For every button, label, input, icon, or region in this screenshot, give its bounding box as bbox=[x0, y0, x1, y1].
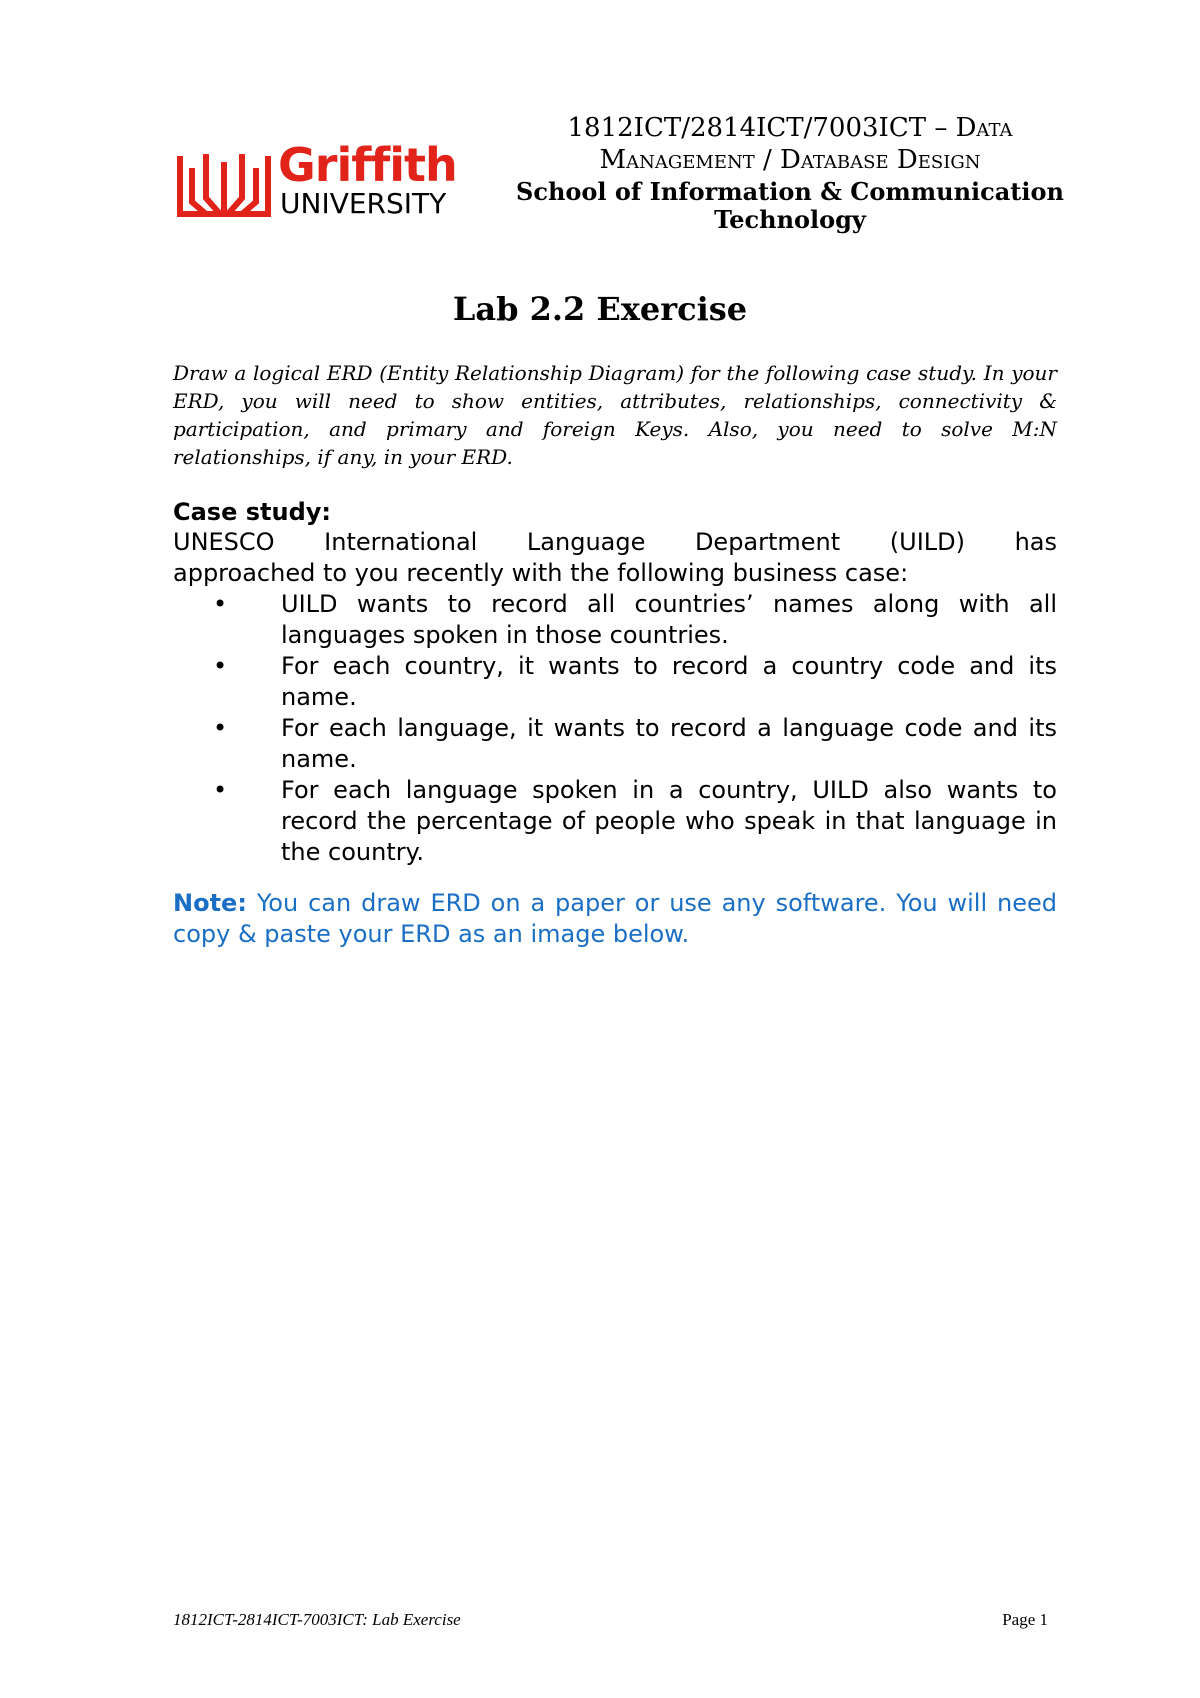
case-study-heading: Case study: bbox=[173, 498, 331, 526]
note-paragraph bbox=[173, 888, 1057, 950]
list-item-text: For each language, it wants to record a language code and its name. bbox=[281, 714, 1057, 773]
list-item bbox=[173, 713, 1057, 775]
griffith-emblem-icon bbox=[176, 148, 272, 220]
note-text: You can draw ERD on a paper or use any software. You will need copy & paste your ERD as an image below. bbox=[173, 889, 1057, 948]
main-content bbox=[173, 359, 1057, 950]
logo-name: Griffith bbox=[278, 138, 457, 192]
note-label: Note: bbox=[173, 889, 247, 917]
case-study-paragraph-line1: UNESCO International Language Department (UILD) has bbox=[173, 528, 1057, 556]
course-header bbox=[500, 112, 1080, 234]
list-item-text: UILD wants to record all countries’ names along with all languages spoken in those countries. bbox=[281, 590, 1057, 649]
course-title-line1: 1812ICT/2814ICT/7003ICT – Data bbox=[567, 113, 1013, 143]
bullet-icon: • bbox=[213, 590, 228, 618]
list-item bbox=[173, 775, 1057, 868]
list-item bbox=[173, 589, 1057, 651]
requirements-list bbox=[173, 589, 1057, 868]
logo-wordmark bbox=[278, 138, 478, 220]
footer-course-label: 1812ICT-2814ICT-7003ICT: Lab Exercise bbox=[173, 1610, 461, 1629]
case-study-paragraph-line2: approached to you recently with the following business case: bbox=[173, 559, 909, 587]
page-number: Page 1 bbox=[1002, 1610, 1048, 1629]
list-item bbox=[173, 651, 1057, 713]
griffith-logo bbox=[176, 138, 476, 220]
page-title: Lab 2.2 Exercise bbox=[452, 290, 748, 328]
bullet-icon: • bbox=[213, 652, 228, 680]
intro-instructions: Draw a logical ERD (Entity Relationship Diagram) for the following case study. In your ERD, you will need to show entities, attributes, relationships, connectivity & participation, and primary and foreign Keys. Also, you need to solve M:N relationships, if any, in your ERD. bbox=[173, 361, 1057, 469]
course-title-line2: Management / Database Design bbox=[599, 145, 981, 175]
bullet-icon: • bbox=[213, 776, 228, 804]
logo-subname: UNIVERSITY bbox=[280, 187, 447, 220]
bullet-icon: • bbox=[213, 714, 228, 742]
list-item-text: For each language spoken in a country, UILD also wants to record the percentage of people who speak in that language in the country. bbox=[281, 776, 1057, 866]
school-name: School of Information & Communication Technology bbox=[516, 177, 1064, 234]
list-item-text: For each country, it wants to record a country code and its name. bbox=[281, 652, 1057, 711]
